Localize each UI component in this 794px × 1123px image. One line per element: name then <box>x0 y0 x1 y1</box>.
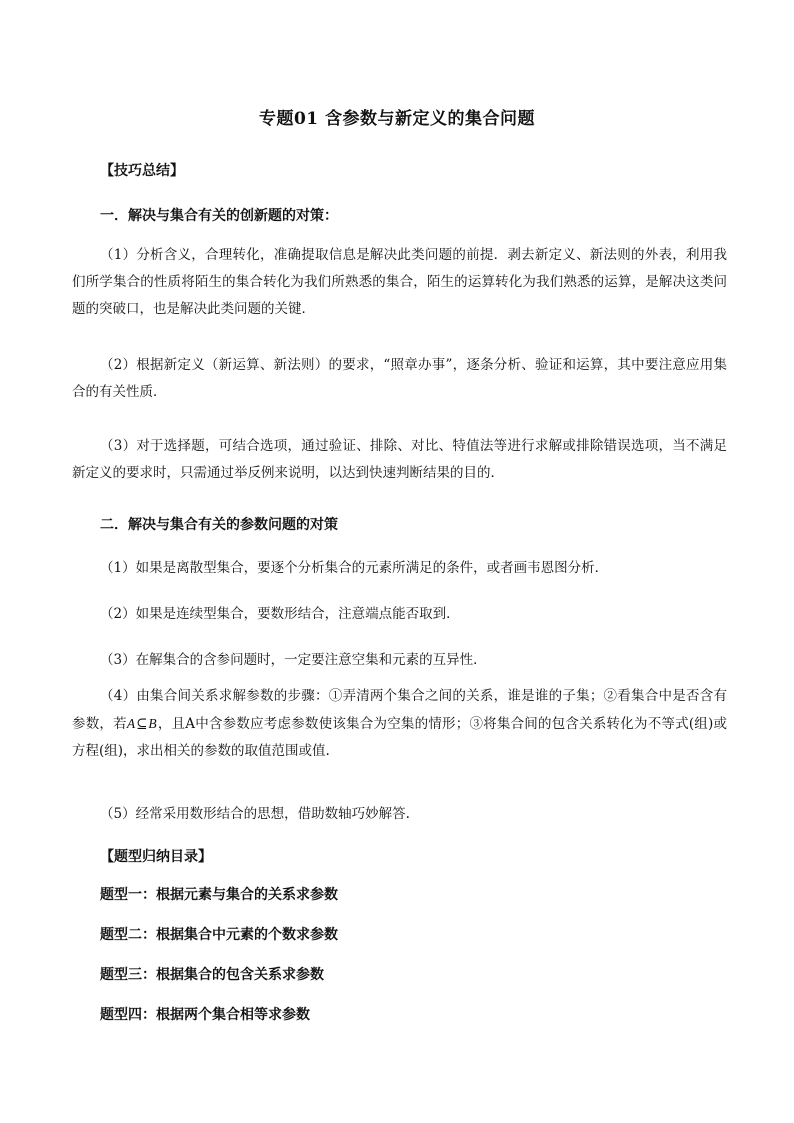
section1-paragraph-1: （1）分析含义，合理转化，准确提取信息是解决此类问题的前提．剥去新定义、新法则的外表，利用我们所学集合的性质将陌生的集合转化为我们所熟悉的集合，陌生的运算转化为我们熟悉的运算，是解决这类问题的突破口，也是解决此类问题的关键． <box>72 247 727 317</box>
toc-item-3: 题型三：根据集合的包含关系求参数 <box>100 967 324 983</box>
section2-item-3: （3）在解集合的含参问题时，一定要注意空集和元素的互异性． <box>100 652 487 668</box>
section1-heading: 一．解决与集合有关的创新题的对策： <box>100 208 338 224</box>
section1-paragraph-2: （2）根据新定义（新运算、新法则）的要求，“照章办事”，逐条分析、验证和运算，其中要注意应用集合的有关性质． <box>72 357 727 400</box>
section2-item-5: （5）经常采用数形结合的思想，借助数轴巧妙解答. <box>100 806 410 822</box>
section2-item-4-text-b: ，且A中含参数应考虑参数使该集合为空集的情形；③将集合间的包含关系转化为不等式(组)或方程(组)，求出相关的参数的取值范围或值. <box>72 716 727 759</box>
section2-item-4-text-a: （4）由集合间关系求解参数的步骤：①弄清两个集合之间的关系，谁是谁的子集；②看集合中是否含有参数，若 <box>72 688 727 732</box>
section2-item-2: （2）如果是连续型集合，要数形结合，注意端点能否取到． <box>100 606 460 622</box>
toc-header: 【题型归纳目录】 <box>100 849 212 865</box>
section1-paragraph-3: （3）对于选择题，可结合选项，通过验证、排除、对比、特值法等进行求解或排除错误选项，当不满足新定义的要求时，只需通过举反例来说明，以达到快速判断结果的目的． <box>72 438 727 481</box>
section2-item-4 <box>72 683 727 765</box>
section2-heading: 二．解决与集合有关的参数问题的对策 <box>100 517 338 533</box>
toc-item-1: 题型一：根据元素与集合的关系求参数 <box>100 887 338 903</box>
subset-expression: A⊆B <box>126 716 158 731</box>
toc-item-4: 题型四：根据两个集合相等求参数 <box>100 1007 310 1023</box>
skills-summary-header: 【技巧总结】 <box>100 163 184 179</box>
section2-item-1: （1）如果是离散型集合，要逐个分析集合的元素所满足的条件，或者画韦恩图分析． <box>100 560 609 576</box>
page-title: 专题01 含参数与新定义的集合问题 <box>258 109 536 129</box>
toc-item-2: 题型二：根据集合中元素的个数求参数 <box>100 927 338 943</box>
